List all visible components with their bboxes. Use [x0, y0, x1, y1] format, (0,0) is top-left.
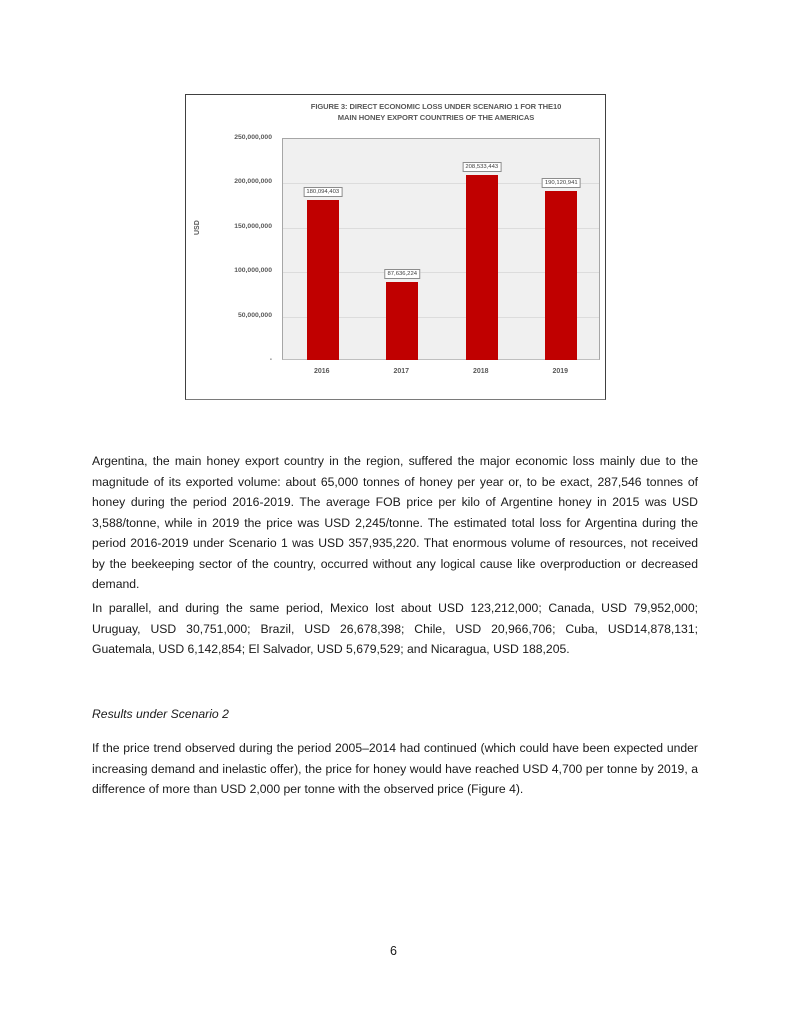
y-tick-label: 150,000,000 — [234, 222, 272, 230]
data-label-2017: 87,636,224 — [385, 269, 420, 279]
bar-2016 — [307, 200, 339, 360]
x-tick-label: 2017 — [393, 368, 410, 375]
page-number: 6 — [390, 944, 397, 958]
bar-2018 — [466, 175, 498, 360]
data-label-2018: 208,533,443 — [462, 162, 501, 172]
bar-chart-figure-3 — [185, 94, 606, 400]
y-tick-label: 50,000,000 — [237, 311, 272, 319]
paragraph-argentina-loss: Argentina, the main honey export country in the region, suffered the major economic loss mainly due to the magnitude of its exported volume: about 65,000 tonnes of honey per year or, to be exact, 287,546 tonnes of honey during the period 2016-2019. The average FOB price per kilo of Argentine honey in 2015 was USD 3,588/tonne, while in 2019 the price was USD 2,245/tonne. The estimated total loss for Argentina during the period 2016-2019 under Scenario 1 was USD 357,935,220. That enormous volume of resources, not received by the beekeeping sector of the country, occurred without any logical cause like overproduction or decreased demand. — [92, 454, 698, 591]
data-label-2019: 190,120,941 — [542, 178, 581, 188]
y-tick-label: 250,000,000 — [234, 134, 272, 141]
data-label-2016: 180,094,403 — [303, 187, 342, 197]
y-axis-label: USD — [194, 220, 201, 235]
x-tick-label: 2016 — [313, 368, 330, 375]
bar-2017 — [386, 282, 418, 360]
x-tick-label: 2018 — [472, 368, 489, 375]
x-tick-label: 2019 — [552, 368, 569, 375]
y-tick-label: - — [269, 356, 272, 363]
y-tick-label: 200,000,000 — [234, 178, 272, 186]
y-tick-label: 100,000,000 — [234, 267, 272, 275]
paragraph-scenario-2: If the price trend observed during the period 2005–2014 had continued (which could have been expected under increasing demand and inelastic offer), the price for honey would have reached USD 4,700 per tonne by 2019, a difference of more than USD 2,000 per tonne with the observed price (Figure 4). — [92, 741, 698, 796]
section-heading-scenario-2: Results under Scenario 2 — [92, 707, 229, 721]
chart-title-line-1: FIGURE 3: DIRECT ECONOMIC LOSS UNDER SCENARIO 1 FOR THE10 — [310, 102, 562, 111]
chart-title — [286, 101, 586, 123]
paragraph-other-countries-loss: In parallel, and during the same period, Mexico lost about USD 123,212,000; Canada, USD 79,952,000; Uruguay, USD 30,751,000; Brazil, USD 26,678,398; Chile, USD 20,966,706; Cuba, USD14,878,131; Guatemala, USD 6,142,854; El Salvador, USD 5,679,529; and Nicaragua, USD 188,205. — [92, 601, 698, 656]
chart-title-line-2: MAIN HONEY EXPORT COUNTRIES OF THE AMERICAS — [337, 113, 535, 122]
bar-2019 — [545, 191, 577, 360]
plot-area — [282, 138, 600, 360]
